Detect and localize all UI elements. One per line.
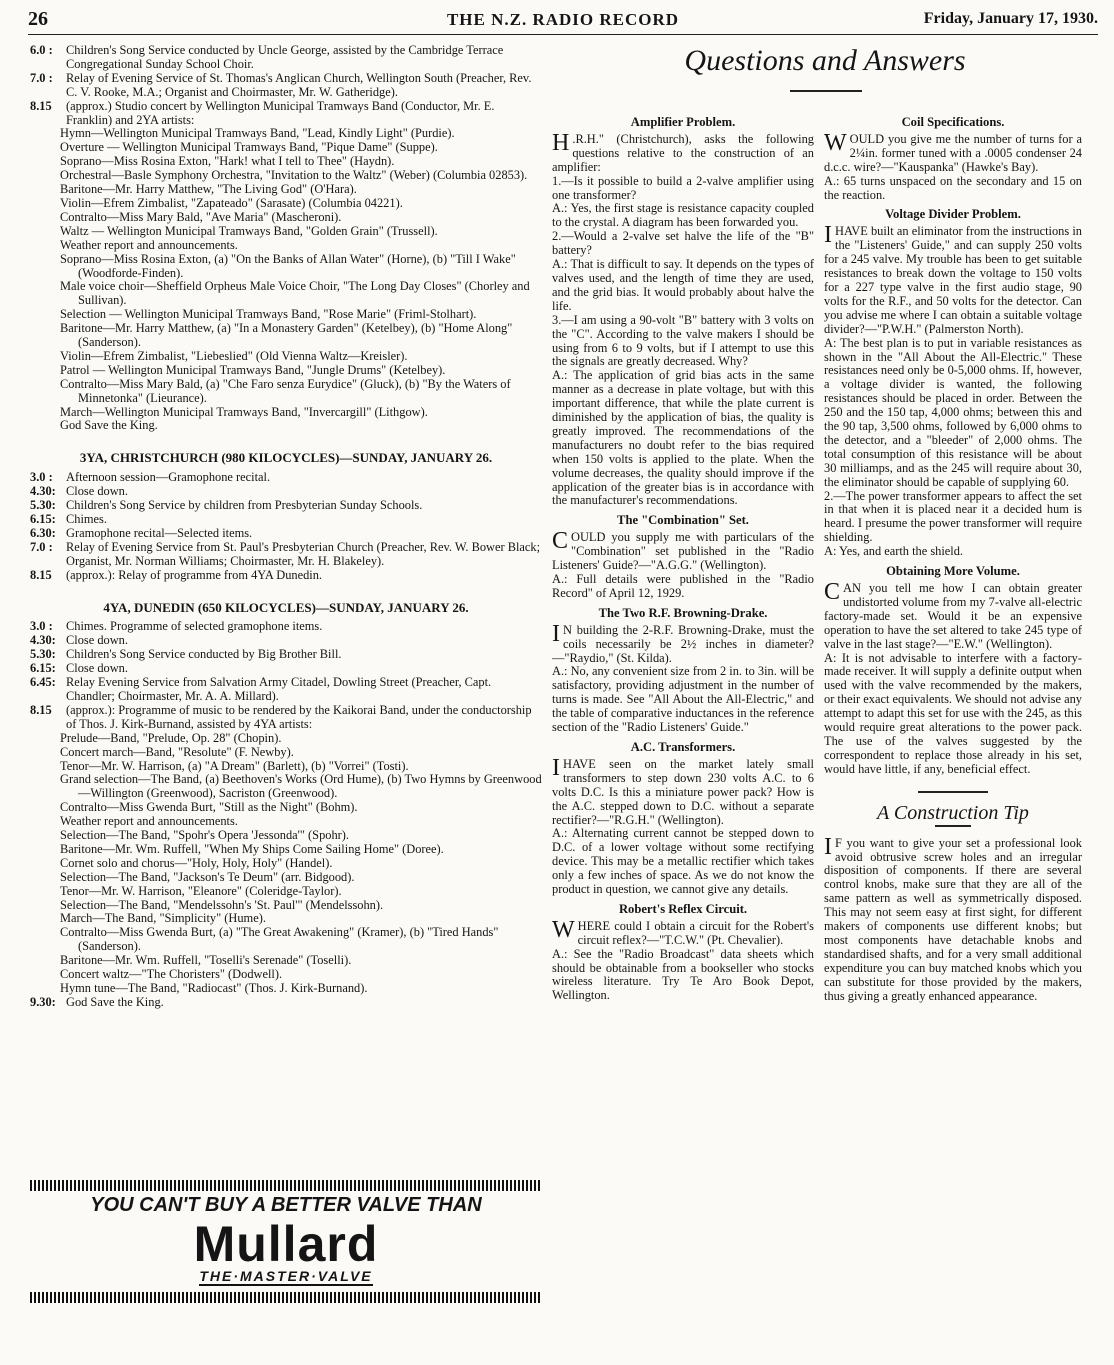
answer-text: A.: See the "Radio Broadcast" data sheets which should be obtainable from a bookseller who stocks wireless literature. Try Te Aro Book Depot, Wellington. — [552, 946, 814, 1003]
qa-paragraph: 2.—Would a 2-valve set halve the life of the "B" battery? — [552, 229, 814, 258]
programme-entry — [30, 513, 542, 527]
entry-text: Relay of Evening Service from St. Paul's Presbyterian Church (Preacher, Rev. W. Bower Black; Organist, Mr. Norman Williams; Choirmaster, Mr. H. Blakeley). — [66, 539, 541, 568]
programme-4ya — [30, 620, 542, 731]
programme-2ya-evening — [30, 44, 542, 127]
answer-text: A: Yes, and earth the shield. — [824, 544, 964, 559]
entry-time: 5.30: — [30, 498, 56, 513]
programme-item: Contralto—Miss Gwenda Burt, (a) "The Great Awakening" (Kramer), (b) "Tired Hands" (Sanderson). — [60, 925, 499, 954]
programme-item: Violin—Efrem Zimbalist, "Zapateado" (Sarasate) (Columbia 04221). — [60, 195, 403, 210]
programme-items-2ya — [30, 127, 542, 433]
question-text: I N building the 2-R.F. Browning-Drake, must the coils necessarily be 2½ inches in diameter?—"Raydio," (St. Kilda). — [552, 620, 814, 665]
answer-text: A: The best plan is to put in variable resistances as shown in the "All About the All-Electric." These resistances need only be 0-5,000 ohms. If, however, a voltage divider is wanted, the following resistances should be placed in order. Between the 250 and the 150 tap, 4,000 ohms; between this and the 90 tap, 3,500 ohms, followed by 6,000 ohms to the detector, and a "bleeder" of 2,000 ohms. The total consumption of this resistance will be about 30 milliamps, and as the 245 will require about 30, the eliminator should be capable of supplying 60. — [824, 335, 1082, 489]
programme-item: Hymn tune—The Band, "Radiocast" (Thos. J. Kirk-Burnand). — [60, 981, 368, 995]
qa-title: Questions and Answers — [684, 44, 966, 77]
programme-item: Selection—The Band, "Jackson's Te Deum" (arr. Bidgood). — [60, 869, 355, 884]
answer-text: A.: No, any convenient size from 2 in. to 3in. will be satisfactory, providing adjustment in the number of turns is made. See "All About the All-Electric," and the table of comparative inductances in the reference section of the "Radio Listeners' Guide." — [552, 664, 814, 735]
programme-item: Weather report and announcements. — [60, 814, 238, 829]
question-heading: A.C. Transformers. — [630, 739, 736, 754]
entry-text: Close down. — [66, 661, 128, 676]
entry-time: 9.30: — [30, 994, 56, 1009]
programme-item: Waltz — Wellington Municipal Tramways Band, "Golden Grain" (Trussell). — [60, 223, 438, 238]
entry-time: 6.15: — [30, 512, 56, 526]
programme-entry — [30, 620, 542, 634]
programme-3ya — [30, 471, 542, 582]
programme-entry — [30, 471, 542, 485]
qa-middle-column — [552, 110, 814, 1003]
entry-time: 4.30: — [30, 484, 56, 499]
advert-border-top — [30, 1180, 542, 1191]
programme-entry — [30, 996, 542, 1010]
entry-text: (approx.): Relay of programme from 4YA Dunedin. — [66, 567, 323, 582]
programme-entry — [30, 634, 542, 648]
entry-time: 6.15: — [30, 661, 56, 676]
entry-text: God Save the King. — [66, 994, 164, 1009]
programme-entry — [30, 648, 542, 662]
question-text: COULD you supply me with particulars of the "Combination" set published in the "Radio Listeners' Guide?—"A.G.G." (Wellington). — [552, 528, 814, 573]
entry-time: 6.0 : — [30, 43, 53, 57]
programme-item: Soprano—Miss Rosina Exton, "Hark! what I tell to Thee" (Haydn). — [60, 154, 395, 169]
programme-item: Grand selection—The Band, (a) Beethoven's Works (Ord Hume), (b) Two Hymns by Greenwood—Willington (Greenwood), Sacriston (Greenwood). — [60, 772, 542, 801]
entry-text: (approx.) Studio concert by Wellington Municipal Tramways Band (Conductor, Mr. E. Franklin) and 2YA artists: — [66, 98, 495, 127]
entry-time: 6.30: — [30, 525, 56, 540]
question-text: IHAVE built an eliminator from the instructions in the "Listeners' Guide," and can supply 250 volts for a 245 valve. My trouble has been to get suitable resistances to break down the voltage to 150 volts for a 227 type valve in the first audio stage, 90 volts for the R.F., and 50 volts for the detector. Can you advise me where I can obtain a suitable voltage divider?—"P.W.H." (Palmerston North). — [824, 222, 1082, 336]
question-heading: Coil Specifications. — [901, 115, 1005, 129]
question-heading: The Two R.F. Browning-Drake. — [598, 605, 768, 620]
programme-item: Weather report and announcements. — [60, 237, 238, 252]
question-text: IHAVE seen on the market lately small transformers to step down 230 volts A.C. to 6 volts D.C. Is this a miniature power pack? How is the A.C. stepped down to D.C. without a separate rectifier?—"R.G.H." (Wellington). — [552, 754, 814, 827]
entry-time: 8.15 — [30, 98, 52, 113]
entry-time: 8.15 — [30, 702, 52, 717]
tip-text: I F you want to give your set a professional look avoid obtrusive screw holes and an irregular disposition of components. If there are several control knobs, make sure that they are all of the same pattern as well as symmetrically disposed. This may not seem easy at first sight, for different makers of components use different knobs; but most components have detachable knobs and standardised shafts, and for a very small additional expenditure you can buy matched knobs which you can substitute for those provided by the makers, thus giving a greatly enhanced appearance. — [824, 833, 1082, 1003]
answer-block — [552, 175, 814, 509]
programme-item: Selection—The Band, "Spohr's Opera 'Jessonda'" (Spohr). — [60, 828, 350, 843]
entry-text: Chimes. — [66, 512, 107, 526]
programme-item: March—The Band, "Simplicity" (Hume). — [60, 911, 266, 926]
entry-text: Close down. — [66, 633, 128, 648]
programme-item: Baritone—Mr. Wm. Ruffell, "When My Ships Come Sailing Home" (Doree). — [60, 841, 444, 856]
answer-text: A.: 65 turns unspaced on the secondary and 15 on the reaction. — [824, 173, 1082, 202]
programme-item: Violin—Efrem Zimbalist, "Liebeslied" (Old Vienna Waltz—Kreisler). — [60, 348, 408, 363]
entry-text: Chimes. Programme of selected gramophone items. — [66, 619, 323, 634]
page-number: 26 — [28, 8, 48, 30]
publication-title: THE N.Z. RADIO RECORD — [446, 10, 680, 29]
entry-time: 7.0 : — [30, 539, 53, 554]
programme-item: Selection — Wellington Municipal Tramways Band, "Rose Marie" (Friml-Stolhart). — [60, 307, 477, 322]
construction-tip-title: A Construction Tip — [877, 801, 1029, 824]
programme-item: Contralto—Miss Gwenda Burt, "Still as the Night" (Bohm). — [60, 800, 358, 815]
advert-headline: YOU CAN'T BUY A BETTER VALVE THAN — [90, 1194, 482, 1216]
entry-time: 4.30: — [30, 633, 56, 648]
answer-text: A.: Alternating current cannot be stepped down to D.C. of a lower voltage without some rectifying device. This may be a metallic rectifier which takes only a few inches of space. As we do not know the product in question, we cannot give any details. — [552, 826, 814, 897]
entry-text: Children's Song Service by children from Presbyterian Sunday Schools. — [66, 498, 423, 513]
programme-item: Baritone—Mr. Harry Matthew, "The Living God" (O'Hara). — [60, 182, 357, 197]
programme-entry — [30, 44, 542, 72]
programme-item: Prelude—Band, "Prelude, Op. 28" (Chopin). — [60, 730, 282, 745]
programme-item: Baritone—Mr. Harry Matthew, (a) "In a Monastery Garden" (Ketelbey), (b) "Home Along" (Sanderson). — [60, 321, 513, 350]
entry-text: Gramophone recital—Selected items. — [66, 525, 253, 540]
entry-time: 8.15 — [30, 567, 52, 582]
programme-entry — [30, 704, 542, 732]
programme-entry — [30, 499, 542, 513]
title-rule — [790, 90, 862, 92]
entry-time: 6.45: — [30, 675, 56, 690]
programme-item: Patrol — Wellington Municipal Tramways Band, "Jungle Drums" (Ketelbey). — [60, 362, 446, 377]
section-heading-3ya: 3YA, CHRISTCHURCH (980 KILOCYCLES)—SUNDAY, JANUARY 26. — [79, 450, 493, 466]
entry-time: 3.0 : — [30, 619, 53, 634]
entry-text: Children's Song Service conducted by Big Brother Bill. — [66, 647, 342, 662]
programme-item: Contralto—Miss Mary Bald, "Ave Maria" (Mascheroni). — [60, 209, 342, 224]
answer-text: A: It is not advisable to interfere with a factory-made receiver. It will supply a definite output when used with the valve recommended by the makers, or their exact equivalents. We should not advise any attempt to adapt this set for use with the 245, as this would require great alterations to the power pack. The use of the valves suggested by the correspondent to replace those already in his set, would have little, if any, beneficial effect. — [824, 650, 1082, 776]
section-rule — [918, 791, 988, 793]
question-text: WHERE could I obtain a circuit for the Robert's circuit reflex?—"T.C.W." (Pt. Chevalier). — [552, 916, 814, 947]
question-heading: Voltage Divider Problem. — [885, 207, 1021, 222]
issue-date: Friday, January 17, 1930. — [923, 10, 1098, 27]
question-heading: Amplifier Problem. — [630, 115, 736, 129]
qa-paragraph: A.: That is difficult to say. It depends on the types of valves used, and the length of time they are used, and the grid bias. It would probably about halve the life. — [552, 257, 814, 313]
entry-text: Children's Song Service conducted by Uncle George, assisted by the Cambridge Terrace Congregational Sunday School Choir. — [66, 43, 504, 71]
section-heading-4ya: 4YA, DUNEDIN (650 KILOCYCLES)—SUNDAY, JANUARY 26. — [103, 599, 469, 615]
entry-text: (approx.): Programme of music to be rendered by the Kaikorai Band, under the conductorship of Thos. J. Kirk-Burnand, assisted by 4YA artists: — [66, 702, 532, 731]
programme-item: Concert waltz—"The Choristers" (Dodwell). — [60, 967, 283, 982]
entry-time: 7.0 : — [30, 70, 53, 85]
entry-text: Afternoon session—Gramophone recital. — [66, 470, 271, 485]
entry-time: 3.0 : — [30, 470, 53, 485]
programme-entry — [30, 485, 542, 499]
question-text: CAN you tell me how I can obtain greater undistorted volume from my 7-valve all-electric factory-made set. Would it be an expensive operation to have the set altered to take 245 type of valve in the last stage?—"E.W." (Wellington). — [824, 579, 1082, 651]
entry-text: Relay of Evening Service of St. Thomas's Anglican Church, Wellington South (Preacher, Rev. C. V. Rooke, M.A.; Organist and Choirmaster, Mr. W. Gatheridge). — [66, 70, 532, 99]
programme-item: Tenor—Mr. W. Harrison, (a) "A Dream" (Barlett), (b) "Vorrei" (Tosti). — [60, 758, 409, 773]
programme-item: Contralto—Miss Mary Bald, (a) "Che Faro senza Eurydice" (Gluck), (b) "By the Waters of Minnetonka" (Lieurance). — [60, 376, 511, 405]
programme-item: Selection—The Band, "Mendelssohn's 'St. Paul'" (Mendelssohn). — [60, 897, 384, 912]
programme-entry — [30, 527, 542, 541]
question-text: H .R.H." (Christchurch), asks the following questions relative to the construction of an amplifier: — [552, 129, 814, 174]
programme-item: God Save the King. — [60, 418, 158, 433]
programme-entry — [30, 569, 542, 583]
programme-item: Overture — Wellington Municipal Tramways Band, "Pique Dame" (Suppe). — [60, 140, 438, 155]
programme-entry — [30, 72, 542, 100]
question-heading: Obtaining More Volume. — [886, 564, 1020, 579]
programme-item: Male voice choir—Sheffield Orpheus Male Voice Choir, "The Long Day Closes" (Chorley and Sullivan). — [60, 279, 530, 308]
programme-item: Soprano—Miss Rosina Exton, (a) "On the Banks of Allan Water" (Horne), (b) "Till I Wake" (Woodforde-Finden). — [60, 251, 516, 280]
advert-border-bottom — [30, 1292, 542, 1303]
programme-item: Concert march—Band, "Resolute" (F. Newby). — [60, 744, 294, 759]
programme-entry — [30, 662, 542, 676]
question-heading: Robert's Reflex Circuit. — [618, 901, 748, 916]
entry-time: 5.30: — [30, 647, 56, 662]
programme-items-4ya — [30, 732, 542, 996]
question-heading: The "Combination" Set. — [617, 513, 749, 528]
question-text: WOULD you give me the number of turns for a 2¼in. former tuned with a .0005 condenser 24 d.c.c. wire?—"Kauspanka" (Hawke's Bay). — [824, 129, 1082, 174]
answer-text: A.: Full details were published in the "Radio Record" of April 12, 1929. — [552, 572, 814, 600]
programme-item: Cornet solo and chorus—"Holy, Holy, Holy" (Handel). — [60, 855, 333, 870]
programme-entry — [30, 100, 542, 128]
qa-paragraph: 3.—I am using a 90-volt "B" battery with 3 volts on the "C". According to the valve makers I should be using from 6 to 9 volts, but if I attempt to use this the signals are greatly decreased. Why? — [552, 312, 814, 369]
advert-brand-logo: Mullard — [193, 1216, 379, 1272]
page-header — [28, 8, 1098, 35]
qa-paragraph: 1.—Is it possible to build a 2-valve amplifier using one transformer? — [552, 173, 814, 202]
programme-column — [30, 44, 542, 1010]
programme-item: Hymn—Wellington Municipal Tramways Band, "Lead, Kindly Light" (Purdie). — [60, 126, 455, 141]
advert-tagline: THE·MASTER·VALVE — [199, 1268, 373, 1284]
programme-entry — [30, 676, 542, 704]
programme-entry — [30, 541, 542, 569]
programme-item: Orchestral—Basle Symphony Orchestra, "Invitation to the Waltz" (Weber) (Columbia 02853). — [60, 168, 528, 183]
qa-paragraph: A.: The application of grid bias acts in the same manner as a decrease in plate voltage, but with this important difference, that while the plate current is diminished by the application of bias, the quality is greatly improved. The recommendations of the manufacturers no doubt refer to the bias required when 150 volts is applied to the plate. When the volume decreases, the quality should improve if the application of the greater bias is in accordance with the manufacturer's recommendations. — [552, 368, 814, 508]
programme-item: Baritone—Mr. Wm. Ruffell, "Toselli's Serenade" (Toselli). — [60, 953, 352, 968]
entry-text: Relay Evening Service from Salvation Army Citadel, Dowling Street (Preacher, Capt. Chandler; Choirmaster, Mr. A. A. Millard). — [66, 675, 492, 703]
section-rule — [935, 825, 971, 827]
question-text: 2.—The power transformer appears to affect the set in that when it is placed near it a decided hum is heard. I presume the power transformer will require shielding. — [824, 488, 1082, 545]
qa-right-column — [824, 110, 1082, 1003]
qa-paragraph: A.: Yes, the first stage is resistance capacity coupled to the crystal. A diagram has been forwarded you. — [552, 201, 814, 230]
programme-item: Tenor—Mr. W. Harrison, "Eleanore" (Coleridge-Taylor). — [60, 883, 342, 898]
entry-text: Close down. — [66, 484, 128, 499]
programme-item: March—Wellington Municipal Tramways Band, "Invercargill" (Lithgow). — [60, 404, 428, 419]
